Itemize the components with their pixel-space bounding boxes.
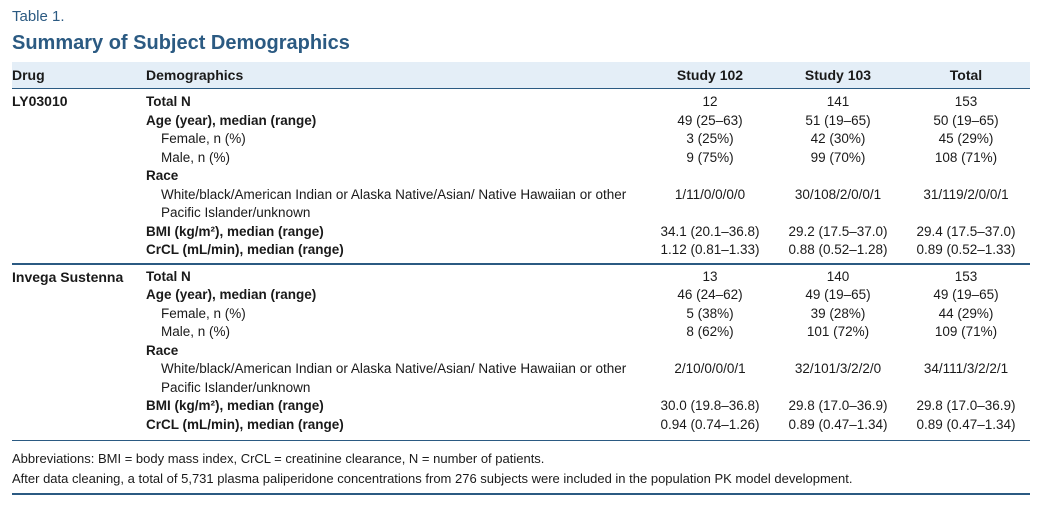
row-value: 12 (702, 94, 718, 109)
row-value: 34.1 (20.1–36.8) (660, 223, 760, 239)
table-label: Table 1. (12, 8, 65, 25)
row-value: 29.4 (17.5–37.0) (916, 223, 1016, 239)
row-label: CrCL (mL/min), median (range) (146, 416, 344, 432)
row-value: 34/111/3/2/2/1 (923, 361, 1009, 376)
row-value: 44 (29%) (938, 305, 994, 321)
row-value: 99 (70%) (810, 149, 866, 165)
header-study-102: Study 102 (676, 67, 744, 83)
table-title: Summary of Subject Demographics (12, 32, 350, 54)
row-value: 29.2 (17.5–37.0) (788, 223, 888, 239)
table-row (12, 268, 1030, 287)
header-drug: Drug (12, 67, 45, 83)
row-value (774, 379, 902, 398)
row-label: Pacific Islander/unknown (161, 205, 311, 220)
table-header (12, 62, 1030, 88)
header-total: Total (949, 67, 983, 83)
drug-group (12, 88, 1030, 265)
header-study-103: Study 103 (804, 67, 872, 83)
row-value: 49 (25–63) (677, 112, 743, 128)
row-value: 1.12 (0.81–1.33) (660, 242, 760, 257)
row-value: 29.8 (17.0–36.9) (916, 398, 1016, 413)
table-row (12, 241, 1030, 260)
row-value: 153 (954, 94, 978, 109)
row-value: 0.89 (0.52–1.33) (916, 242, 1016, 257)
table-row (12, 323, 1030, 342)
row-label: Total N (146, 94, 191, 109)
row-value: 39 (28%) (810, 305, 866, 321)
row-label: Female, n (%) (161, 131, 246, 146)
row-value: 45 (29%) (938, 131, 994, 146)
row-label: BMI (kg/m²), median (range) (146, 398, 324, 413)
row-label: CrCL (mL/min), median (range) (146, 242, 344, 257)
row-value: 9 (75%) (686, 149, 734, 165)
table-row (12, 379, 1030, 398)
row-value: 30.0 (19.8–36.8) (660, 398, 760, 413)
row-value: 0.89 (0.47–1.34) (916, 416, 1016, 432)
row-value: 141 (826, 94, 850, 109)
row-value: 108 (71%) (934, 149, 998, 165)
row-value: 153 (954, 268, 978, 284)
row-value (902, 342, 1030, 361)
row-value: 109 (71%) (934, 324, 998, 339)
row-value: 31/119/2/0/0/1 (923, 186, 1009, 202)
table-row (12, 167, 1030, 186)
row-value: 8 (62%) (686, 324, 734, 339)
row-value: 29.8 (17.0–36.9) (788, 398, 888, 413)
table-row (12, 342, 1030, 361)
row-value: 101 (72%) (806, 324, 870, 339)
row-value (774, 204, 902, 223)
table-figure (12, 8, 1030, 495)
row-value: 30/108/2/0/0/1 (794, 186, 882, 202)
row-value (646, 379, 774, 398)
row-value (774, 342, 902, 361)
row-label: Female, n (%) (161, 305, 246, 321)
table-row (12, 149, 1030, 168)
row-value (902, 379, 1030, 398)
table-row (12, 93, 1030, 112)
table-row (12, 305, 1030, 324)
row-value (902, 204, 1030, 223)
drug-name: LY03010 (12, 93, 68, 109)
note-abbreviations: Abbreviations: BMI = body mass index, CrCL = creatinine clearance, N = number of patients. (12, 451, 545, 466)
table-row (12, 204, 1030, 223)
table-body (12, 88, 1030, 441)
table-row (12, 223, 1030, 242)
table-row (12, 416, 1030, 435)
row-label: BMI (kg/m²), median (range) (146, 223, 324, 239)
row-value (646, 342, 774, 361)
row-value: 50 (19–65) (933, 112, 999, 128)
row-value: 0.89 (0.47–1.34) (788, 416, 888, 432)
row-value: 5 (38%) (686, 305, 734, 321)
row-value: 13 (702, 268, 718, 284)
row-value (774, 167, 902, 186)
row-value (646, 204, 774, 223)
row-value: 0.94 (0.74–1.26) (660, 416, 760, 432)
row-label: Age (year), median (range) (146, 112, 317, 128)
row-label: Race (146, 342, 179, 358)
note-data-cleaning: After data cleaning, a total of 5,731 plasma paliperidone concentrations from 276 subjects were included in the population PK model development. (12, 471, 853, 486)
row-label: Total N (146, 268, 191, 284)
row-value: 0.88 (0.52–1.28) (788, 242, 888, 257)
row-label: Pacific Islander/unknown (161, 379, 311, 395)
row-value: 140 (826, 268, 850, 284)
row-value: 46 (24–62) (677, 287, 743, 302)
row-value (646, 167, 774, 186)
row-value: 49 (19–65) (805, 287, 871, 302)
row-label: Race (146, 168, 179, 183)
table-row (12, 112, 1030, 131)
row-label: White/black/American Indian or Alaska Native/Asian/ Native Hawaiian or other (161, 361, 627, 376)
row-label: Age (year), median (range) (146, 287, 317, 302)
row-label: White/black/American Indian or Alaska Native/Asian/ Native Hawaiian or other (161, 186, 627, 202)
row-label: Male, n (%) (161, 324, 231, 339)
header-demographics: Demographics (146, 67, 244, 83)
row-label: Male, n (%) (161, 149, 231, 165)
row-value: 32/101/3/2/2/0 (794, 361, 882, 376)
table-row (12, 360, 1030, 379)
row-value: 3 (25%) (686, 131, 734, 146)
drug-group (12, 265, 1030, 442)
table-row (12, 130, 1030, 149)
table-row (12, 397, 1030, 416)
table-notes (12, 449, 1030, 495)
row-value: 2/10/0/0/0/1 (674, 361, 746, 376)
row-value: 42 (30%) (810, 131, 866, 146)
row-value (902, 167, 1030, 186)
drug-name: Invega Sustenna (12, 268, 124, 285)
table-row (12, 286, 1030, 305)
row-value: 49 (19–65) (933, 287, 999, 302)
row-value: 1/11/0/0/0/0 (674, 186, 746, 202)
row-value: 51 (19–65) (805, 112, 871, 128)
table-row (12, 186, 1030, 205)
